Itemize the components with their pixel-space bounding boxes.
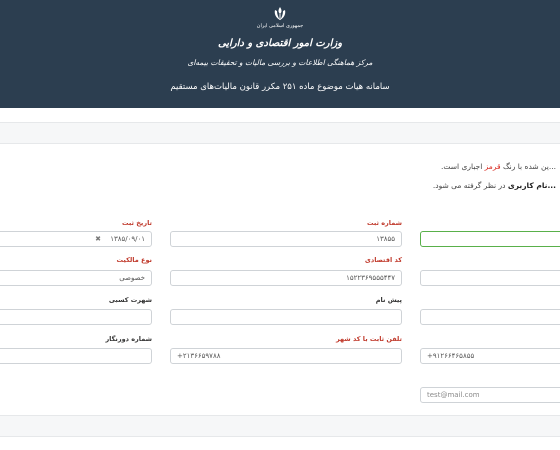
required-fields-note: ...ین شده با رنگ قرمز اجباری است. [441, 162, 556, 171]
registration-date-field[interactable]: ✖ ۱۳۸۵/۰۹/۰۱ [0, 231, 152, 247]
registration-date-label: تاریخ ثبت [122, 219, 152, 227]
economic-code-label: کد اقتصادی [364, 256, 402, 264]
fax-label: شماره دورنگار [105, 335, 152, 343]
site-header [0, 0, 560, 108]
landline-field[interactable]: +۲۱۳۶۶۵۹۷۸۸ [170, 348, 402, 364]
economic-code-field[interactable]: ۱۵۲۲۳۶۹۵۵۵۴۴۷ [170, 270, 402, 286]
system-title: سامانه هیات موضوع ماده ۲۵۱ مکرر قانون مالیات‌های مستقیم [170, 82, 390, 92]
registration-number-field[interactable]: ۱۳۸۵۵ [170, 231, 402, 247]
email-field[interactable]: test@mail.com [420, 387, 560, 403]
footer-bar [0, 415, 560, 437]
iran-emblem-icon [272, 6, 288, 22]
fax-field[interactable] [0, 348, 152, 364]
valid-input-field[interactable] [420, 231, 560, 247]
ministry-name: وزارت امور اقتصادی و دارایی [217, 38, 343, 49]
prefix-field[interactable] [170, 309, 402, 325]
center-name: مرکز هماهنگی اطلاعات و بررسی مالیات و تحقیقات بیمه‌ای [187, 58, 373, 67]
landline-label: تلفن ثابت با کد شهر [335, 335, 402, 343]
section-bar [0, 122, 560, 144]
input-field-row3[interactable] [420, 309, 560, 325]
ownership-type-select[interactable]: خصوصی [0, 270, 152, 286]
input-field-row2[interactable] [420, 270, 560, 286]
country-name: جمهوری اسلامی ایران [256, 23, 304, 29]
mobile-field[interactable]: +۹۱۲۶۶۴۶۵۸۵۵ [420, 348, 560, 364]
clear-icon[interactable]: ✖ [95, 235, 101, 243]
username-note: ...نام کاربری در نظر گرفته می شود. [432, 181, 556, 190]
business-fame-field[interactable] [0, 309, 152, 325]
prefix-label: پیش نام [375, 296, 402, 304]
business-fame-label: شهرت کسبی [108, 296, 152, 304]
registration-number-label: شماره ثبت [366, 219, 402, 227]
ownership-type-label: نوع مالکیت [116, 256, 152, 264]
